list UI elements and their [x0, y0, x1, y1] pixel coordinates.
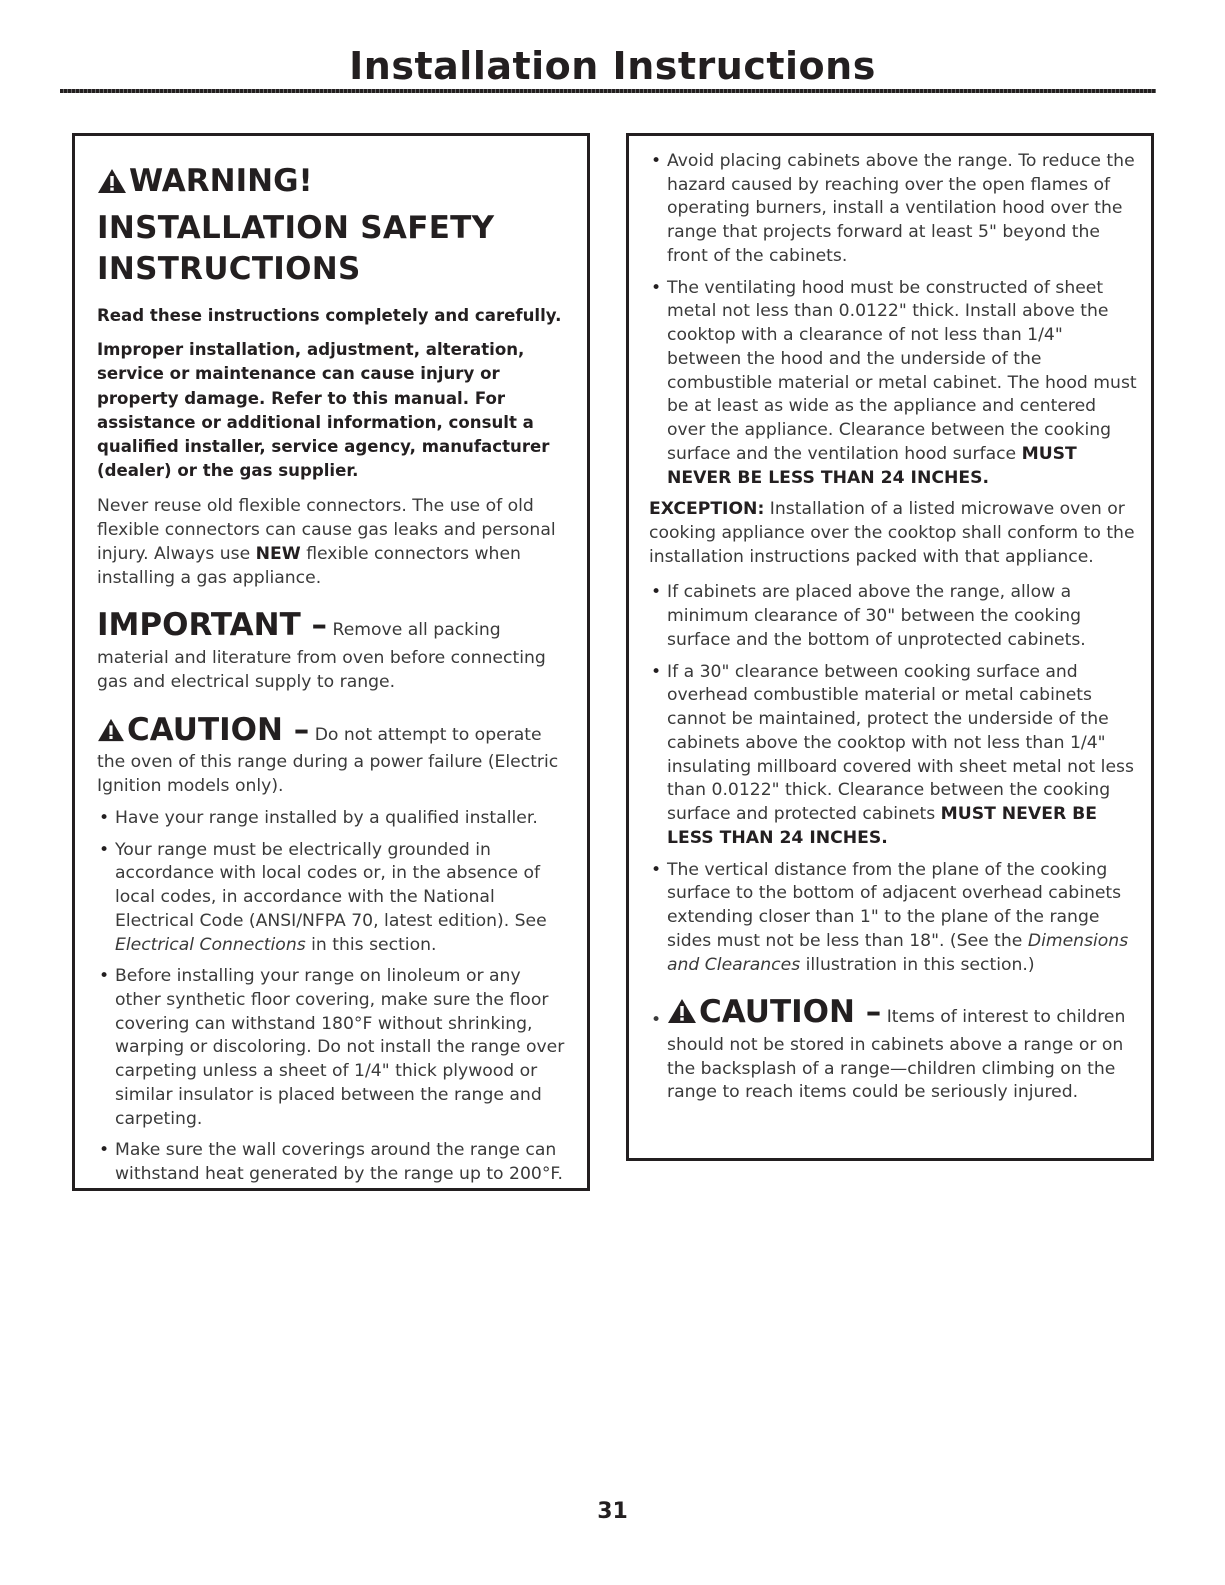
- left-bullet3-text: Before installing your range on linoleum or any other synthetic floor covering, make sure the floor covering can withstand 180°F without shrinking, warping or discoloring. Do not install the range over carpeting unless a sheet of 1/4" thick plywood or similar insulator is placed between the range and carpeting.: [115, 966, 565, 1129]
- caution-children-lead: CAUTION –: [699, 994, 882, 1031]
- list-item: [649, 859, 1137, 978]
- caution-children-paragraph: [649, 991, 1137, 1105]
- left-bullet2-text-a: Your range must be electrically grounded in accordance with local codes or, in the absence of local codes, in accordance with the National Electrical Code (ANSI/NFPA 70, latest edition). See: [115, 839, 547, 931]
- bullet-icon: •: [651, 151, 662, 171]
- bullet-icon: •: [99, 807, 110, 828]
- page-number: 31: [597, 1499, 628, 1524]
- list-item: [97, 807, 567, 831]
- caution-lead: CAUTION –: [127, 711, 310, 748]
- right-bullet5-text-a: The vertical distance from the plane of the cooking surface to the bottom of adjacent overhead cabinets extending closer than 1" to the plane of the range sides must not be less than 18". (See the: [667, 859, 1122, 951]
- title-rule: [60, 89, 1156, 93]
- bullet-icon: •: [651, 661, 662, 682]
- bullet-icon: •: [99, 1140, 110, 1161]
- right-bullet2-bold: MUST NEVER BE LESS THAN 24 INCHES.: [667, 443, 1077, 488]
- bullet-icon: •: [651, 1010, 662, 1031]
- bullet-icon: •: [99, 839, 110, 860]
- bullet-icon: •: [99, 966, 110, 987]
- safety-heading-line2: INSTRUCTIONS: [97, 251, 361, 287]
- right-bullet3-text: If cabinets are placed above the range, allow a minimum clearance of 30" between the cooking surface and the bottom of unprotected cabinets.: [667, 582, 1086, 650]
- right-bullet2-text: The ventilating hood must be constructed of sheet metal not less than 0.0122" thick. Install above the cooktop with a clearance of not less than 1/4" between the hood and the underside of the combustible material or metal cabinet. The hood must be at least as wide as the appliance and centered over the appliance. Clearance between the cooking surface and the ventilation hood surface: [667, 277, 1137, 464]
- list-item: [97, 1139, 567, 1186]
- list-item: [97, 839, 567, 958]
- exception-lead: EXCEPTION:: [649, 499, 765, 520]
- right-bullet-list-bottom: [649, 581, 1137, 977]
- list-item: [97, 965, 567, 1131]
- right-bullet4-text: If a 30" clearance between cooking surface and overhead combustible material or metal cabinets cannot be maintained, protect the underside of the cabinets above the cooktop with not less than 1/4" insulating millboard covered with sheet metal not less than 0.0122" thick. Clearance between the cooking surface and protected cabinets: [667, 661, 1134, 825]
- page-title: Installation Instructions: [349, 44, 876, 88]
- bullet-icon: •: [651, 582, 662, 603]
- connectors-text-a: Never reuse old flexible connectors. The use of old flexible connectors can cause gas leaks and personal injury. Always use: [97, 496, 556, 564]
- warning-heading: WARNING!: [129, 163, 313, 199]
- list-item: [649, 581, 1137, 652]
- warning-heading-row: [97, 164, 567, 198]
- list-item: [649, 277, 1137, 491]
- improper-installation-paragraph: Improper installation, adjustment, alteration, service or maintenance can cause injury or property damage. Refer to this manual. For assistance or additional information, consult a qualified installer, service agency, manufacturer (dealer) or the gas supplier.: [97, 340, 550, 481]
- important-lead: IMPORTANT –: [97, 607, 328, 644]
- right-bullet1-text: Avoid placing cabinets above the range. To reduce the hazard caused by reaching over the open flames of operating burners, install a ventilation hood over the range that projects forward at least 5" beyond the front of the cabinets.: [667, 151, 1135, 266]
- list-item: [649, 661, 1137, 851]
- exception-text: Installation of a listed microwave oven or cooking appliance over the cooktop shall conform to the installation instructions packed with that appliance.: [649, 499, 1135, 567]
- exception-paragraph: [649, 498, 1137, 569]
- safety-box-left: [72, 133, 590, 1191]
- caution-paragraph: [97, 709, 567, 799]
- left-bullet2-italic: Electrical Connections: [115, 934, 306, 955]
- caution-triangle-icon: [667, 998, 697, 1024]
- left-bullet2-text-b: in this section.: [305, 934, 437, 955]
- caution-children-text: Items of interest to children should not be stored in cabinets above a range or on the backsplash of a range—children climbing on the range to reach items could be seriously injured.: [667, 1007, 1126, 1103]
- safety-box-right: [626, 133, 1154, 1161]
- left-bullet-list: [97, 807, 567, 1187]
- right-bullet-list-top: [649, 150, 1137, 490]
- important-text: Remove all packing material and literature from oven before connecting gas and electrical supply to range.: [97, 620, 546, 692]
- bullet-icon: •: [651, 277, 662, 298]
- safety-heading: [97, 208, 567, 290]
- right-bullet4-bold: MUST NEVER BE LESS THAN 24 INCHES.: [667, 804, 1098, 848]
- list-item: [649, 150, 1137, 269]
- important-paragraph: [97, 604, 567, 694]
- caution-text: Do not attempt to operate the oven of this range during a power failure (Electric Ignition models only).: [97, 724, 559, 797]
- right-bullet5-italic: Dimensions and Clearances: [667, 930, 1129, 975]
- bullet-icon: •: [651, 859, 662, 880]
- connectors-text-b: flexible connectors when installing a gas appliance.: [97, 543, 521, 588]
- read-instructions-line: Read these instructions completely and carefully.: [97, 305, 562, 325]
- safety-heading-line1: INSTALLATION SAFETY: [97, 210, 495, 247]
- warning-triangle-icon: [97, 168, 127, 194]
- connectors-paragraph: [97, 495, 567, 590]
- left-bullet1-text: Have your range installed by a qualified installer.: [115, 807, 538, 828]
- connectors-new-word: NEW: [255, 543, 301, 564]
- left-bullet4-text: Make sure the wall coverings around the range can withstand heat generated by the range up to 200°F.: [115, 1140, 564, 1185]
- right-bullet5-text-b: illustration in this section.): [800, 954, 1035, 975]
- caution-triangle-icon: [97, 718, 125, 742]
